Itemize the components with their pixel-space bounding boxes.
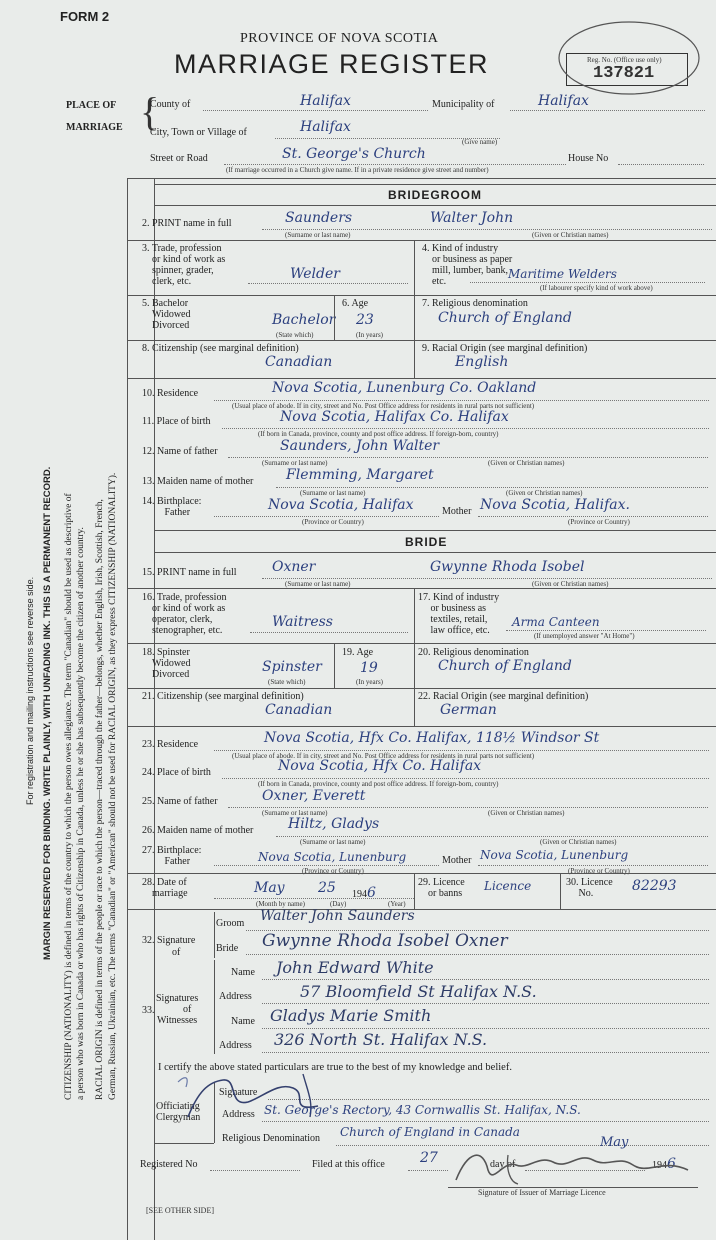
filed-year: 1946 (652, 1156, 676, 1172)
groom-status-label: 5. Bachelor Widowed Divorced (142, 298, 191, 331)
marriage-year: 1946 (352, 885, 376, 901)
groom-father-bp-note: (Province or Country) (302, 518, 364, 526)
groom-industry: Maritime Welders (508, 267, 617, 281)
marriage-month: May (254, 880, 285, 896)
street-label: Street or Road (150, 153, 208, 164)
bride-mother-bp: Nova Scotia, Lunenburg (480, 848, 629, 862)
bride-origin-label: 22. Racial Origin (see marginal definition) (418, 691, 589, 702)
day-of-label: day of (490, 1159, 516, 1170)
bride-mother: Hiltz, Gladys (288, 816, 380, 832)
bride-age-label: 19. Age (342, 647, 374, 658)
bride-industry-note: (If unemployed answer "At Home") (534, 632, 635, 640)
w1-name-label: Name (231, 967, 255, 978)
bride-signature: Gwynne Rhoda Isobel Oxner (262, 931, 508, 951)
groom-sig-label: Groom (216, 918, 245, 929)
reg-number-label: Reg. No. (Office use only) (587, 56, 662, 64)
bride-surname-note: (Surname or last name) (285, 580, 351, 588)
filed-day: 27 (420, 1150, 438, 1166)
licence-banns-value: Licence (484, 879, 532, 893)
groom-trade: Welder (290, 266, 340, 282)
groom-birthplace: Nova Scotia, Halifax Co. Halifax (280, 409, 509, 425)
groom-birthplace-label: 11. Place of birth (142, 416, 211, 427)
municipality-label: Municipality of (432, 99, 495, 110)
bride-sig-label: Bride (216, 943, 239, 954)
bride-industry-label: 17. Kind of industry or business as textiles, retail, law office, etc. (418, 592, 500, 636)
groom-residence-note: (Usual place of abode. If in city, street and No. Post Office address for residents in rural parts not sufficient) (232, 402, 535, 410)
bride-father-bp-note: (Province or Country) (302, 867, 364, 875)
bride-mother-note-g: (Given or Christian names) (540, 838, 617, 846)
bride-status-note: (State which) (268, 678, 306, 686)
groom-religion: Church of England (438, 310, 572, 326)
groom-origin: English (455, 354, 509, 370)
issuer-note: Signature of Issuer of Marriage Licence (478, 1188, 606, 1197)
groom-industry-note: (If labourer specify kind of work above) (540, 284, 653, 292)
groom-age-label: 6. Age (342, 298, 369, 309)
bride-religion-label: 20. Religious denomination (418, 647, 529, 658)
street-note: (If marriage occurred in a Church give name. If in a private residence give street and number) (226, 166, 489, 174)
bride-birthplace: Nova Scotia, Hfx Co. Halifax (278, 758, 482, 774)
margin-citizenship-1: CITIZENSHIP (NATIONALITY) is defined in terms of the country to which the person owes allegiance. The term "Canadian" should be used as descriptive of (64, 493, 74, 1100)
groom-mother-note-s: (Surname or last name) (300, 489, 366, 497)
groom-given-note: (Given or Christian names) (532, 231, 609, 239)
groom-religion-label: 7. Religious denomination (422, 298, 528, 309)
licence-no-label: 30. Licence No. (566, 877, 613, 899)
bride-age-note: (In years) (356, 678, 384, 686)
groom-mother-bp-note: (Province or Country) (568, 518, 630, 526)
page-title: MARRIAGE REGISTER (174, 49, 490, 79)
bride-mother-note-s: (Surname or last name) (300, 838, 366, 846)
give-name-note: (Give name) (462, 138, 498, 146)
registered-no-label: Registered No (140, 1159, 198, 1170)
groom-father-note-s: (Surname or last name) (262, 459, 328, 467)
groom-given: Walter John (430, 210, 514, 226)
bride-mother-label: 26. Maiden name of mother (142, 825, 254, 836)
groom-name-label: 2. PRINT name in full (142, 218, 232, 229)
brace: { (140, 89, 160, 134)
groom-origin-label: 9. Racial Origin (see marginal definition) (422, 343, 588, 354)
bride-father-label: 25. Name of father (142, 796, 218, 807)
licence-banns-label: 29. Licence or banns (418, 877, 465, 899)
certify-statement: I certify the above stated particulars are true to the best of my knowledge and belief. (158, 1062, 512, 1073)
bride-status-label: 18. Spinster Widowed Divorced (142, 647, 191, 680)
margin-racial-1: RACIAL ORIGIN is defined in terms of the people or race to which the person—traced through the father—belongs, whether English, Irish, Scottish, French, (95, 499, 105, 1100)
groom-age-note: (In years) (356, 331, 384, 339)
margin-binding-note: MARGIN RESERVED FOR BINDING. WRITE PLAINLY, WITH UNFADING INK. THIS IS A PERMANENT RECORD. (42, 466, 53, 960)
off-address-label: Address (222, 1109, 255, 1120)
bride-residence-note: (Usual place of abode. If in city, street and No. Post Office address for residents in rural parts not sufficient) (232, 752, 535, 760)
groom-mother: Flemming, Margaret (286, 467, 434, 483)
off-religion-label: Religious Denomination (222, 1133, 321, 1144)
sig-of-label: 32. Signature of (142, 935, 196, 958)
filed-label: Filed at this office (312, 1159, 385, 1170)
bride-citizenship-label: 21. Citizenship (see marginal definition) (142, 691, 304, 702)
municipality-value: Halifax (538, 93, 589, 109)
bride-father-note-s: (Surname or last name) (262, 809, 328, 817)
county-label: County of (150, 99, 191, 110)
groom-surname-note: (Surname or last name) (285, 231, 351, 239)
bride-father: Oxner, Everett (262, 788, 366, 804)
bride-status: Spinster (262, 659, 322, 675)
bride-residence-label: 23. Residence (142, 739, 199, 750)
marriage-day-note: (Day) (330, 900, 347, 908)
groom-citizenship-label: 8. Citizenship (see marginal definition) (142, 343, 299, 354)
groom-status: Bachelor (272, 312, 336, 328)
licence-no: 82293 (632, 878, 677, 894)
w1-address-label: Address (219, 991, 252, 1002)
bride-given: Gwynne Rhoda Isobel (430, 559, 585, 575)
groom-parents-bp-label: 14. Birthplace: Father (142, 496, 202, 518)
place-of-label: PLACE OF (66, 100, 117, 111)
marriage-month-note: (Month by name) (256, 900, 305, 908)
bride-age: 19 (360, 660, 378, 676)
groom-mother-note-g: (Given or Christian names) (506, 489, 583, 497)
groom-mother-bp: Nova Scotia, Halifax. (480, 497, 630, 513)
groom-status-note: (State which) (276, 331, 314, 339)
groom-residence: Nova Scotia, Lunenburg Co. Oakland (272, 380, 537, 396)
marriage-date-label: 28. Date of marriage (142, 877, 188, 899)
bridegroom-heading: BRIDEGROOM (388, 188, 482, 202)
margin-racial-2: German, Russian, Ukrainian, etc. The terms "Canadian" or "American" should not be used for RACIAL ORIGIN, as they express CITIZENSHIP (NATIONALITY). (108, 472, 118, 1100)
bride-trade: Waitress (272, 614, 333, 630)
officiating-label: Officiating Clergyman (156, 1101, 201, 1123)
w1-address: 57 Bloomfield St Halifax N.S. (300, 982, 537, 1001)
groom-surname: Saunders (285, 210, 353, 226)
w1-name: John Edward White (276, 958, 434, 977)
groom-father: Saunders, John Walter (280, 438, 440, 454)
marriage-day: 25 (318, 880, 336, 896)
city-label: City, Town or Village of (150, 127, 247, 138)
house-label: House No (568, 153, 609, 164)
bride-parents-bp-label: 27. Birthplace: Father (142, 845, 202, 867)
issuer-signature (448, 1140, 698, 1192)
groom-age: 23 (356, 312, 374, 328)
bride-given-note: (Given or Christian names) (532, 580, 609, 588)
bride-birthplace-label: 24. Place of birth (142, 767, 211, 778)
off-religion: Church of England in Canada (340, 1125, 520, 1139)
w2-address-label: Address (219, 1040, 252, 1051)
bride-mother-bp-label: Mother (442, 855, 472, 866)
groom-industry-label: 4. Kind of industry or business as paper mill, lumber, bank, etc. (422, 243, 513, 287)
groom-trade-label: 3. Trade, profession or kind of work as spinner, grader, clerk, etc. (142, 243, 226, 287)
groom-mother-label: 13. Maiden name of mother (142, 476, 254, 487)
groom-father-bp: Nova Scotia, Halifax (268, 497, 414, 513)
filed-month: May (600, 1135, 629, 1150)
marriage-label: MARRIAGE (66, 122, 123, 133)
bride-birthplace-note: (If born in Canada, province, county and post office address. If foreign-born, country) (258, 780, 499, 788)
groom-birthplace-note: (If born in Canada, province, county and post office address. If foreign-born, country) (258, 430, 499, 438)
bride-heading: BRIDE (405, 535, 448, 549)
bride-origin: German (440, 702, 497, 718)
city-value: Halifax (300, 119, 351, 135)
marriage-year-note: (Year) (388, 900, 406, 908)
street-value: St. George's Church (282, 146, 426, 162)
province-title: PROVINCE OF NOVA SCOTIA (240, 31, 439, 46)
bride-mother-bp-note: (Province or Country) (568, 867, 630, 875)
witnesses-label: Signatures of Witnesses (156, 993, 199, 1026)
off-signature-label: Signature (219, 1087, 258, 1098)
bride-citizenship: Canadian (265, 702, 333, 718)
groom-father-note-g: (Given or Christian names) (488, 459, 565, 467)
reg-stamp-oval (556, 18, 706, 98)
form-number: FORM 2 (60, 9, 110, 24)
off-address: St. George's Rectory, 43 Cornwallis St. Halifax, N.S. (264, 1103, 581, 1117)
reg-number: 137821 (593, 64, 655, 83)
groom-signature: Walter John Saunders (260, 908, 415, 924)
groom-citizenship: Canadian (265, 354, 333, 370)
margin-instructions: For registration and mailing instructions see reverse side. (25, 576, 35, 805)
bride-surname: Oxner (272, 559, 316, 575)
see-other-side: [SEE OTHER SIDE] (146, 1206, 214, 1215)
groom-residence-label: 10. Residence (142, 388, 199, 399)
groom-father-label: 12. Name of father (142, 446, 218, 457)
bride-trade-label: 16. Trade, profession or kind of work as operator, clerk, stenographer, etc. (142, 592, 227, 636)
groom-mother-bp-label: Mother (442, 506, 472, 517)
bride-name-label: 15. PRINT name in full (142, 567, 237, 578)
witnesses-number: 33. (142, 1005, 155, 1016)
bride-father-note-g: (Given or Christian names) (488, 809, 565, 817)
w2-address: 326 North St. Halifax N.S. (274, 1030, 488, 1049)
margin-citizenship-2: a person who was born in Canada or who has rights of Citizenship in Canada, unless he or she has subsequently become the citizen of another country. (76, 527, 86, 1100)
bride-residence: Nova Scotia, Hfx Co. Halifax, 118½ Windsor St (264, 730, 600, 746)
w2-name: Gladys Marie Smith (270, 1006, 432, 1025)
bride-religion: Church of England (438, 658, 572, 674)
county-value: Halifax (300, 93, 351, 109)
bride-father-bp: Nova Scotia, Lunenburg (258, 850, 407, 864)
w2-name-label: Name (231, 1016, 255, 1027)
bride-industry: Arma Canteen (512, 615, 600, 629)
